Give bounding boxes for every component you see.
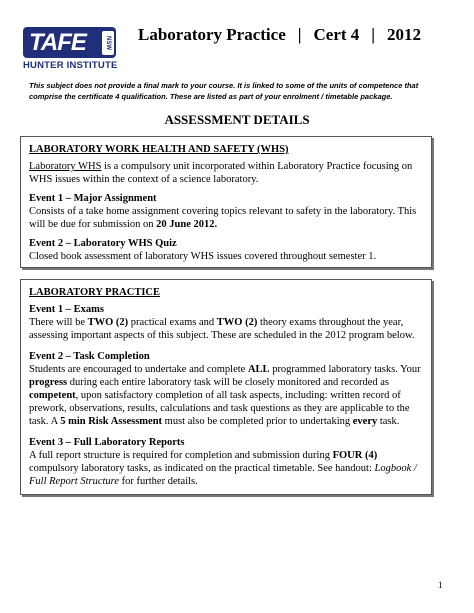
- tafe-logo: [23, 27, 118, 72]
- lab-event3-text: [29, 449, 423, 488]
- text-run: practical exams and: [128, 317, 217, 328]
- title-cert: Cert 4: [313, 25, 360, 44]
- text-run: compulsory laboratory tasks, as indicated on the practical timetable. See handout:: [29, 463, 375, 474]
- logo-subtitle: HUNTER INSTITUTE: [23, 60, 118, 71]
- whs-event1-date: 20 June 2012.: [156, 219, 218, 230]
- whs-section: [20, 136, 432, 268]
- text-run: during each entire laboratory task will be closely monitored and recorded as: [67, 377, 390, 388]
- lab-event2-text: [29, 363, 423, 428]
- text-run: Students are encouraged to undertake and complete: [29, 364, 248, 375]
- text-run: , upon satisfactory completion of all task aspects, including: written record of prework, observations, results, calculations and task questions as they are applicable to the task. A: [29, 390, 410, 427]
- title-separator: |: [371, 25, 376, 44]
- whs-event2-text: Closed book assessment of laboratory WHS issues covered throughout semester 1.: [29, 251, 377, 262]
- section-heading: ASSESSMENT DETAILS: [164, 112, 310, 127]
- page-number: 1: [438, 580, 443, 590]
- lab-event3-title: Event 3 – Full Laboratory Reports: [29, 437, 185, 448]
- text-run: must also be completed prior to undertaking: [162, 416, 353, 427]
- whs-intro-lead: Laboratory WHS: [29, 161, 102, 172]
- lab-event1-title: Event 1 – Exams: [29, 304, 104, 315]
- logo-text: TAFE: [29, 29, 86, 56]
- text-run: A full report structure is required for completion and submission during: [29, 450, 333, 461]
- intro-note: This subject does not provide a final mark to your course. It is linked to some of the units of competence that comprise the certificate 4 qualification. These are listed as part of your enrolment / timetable package.: [29, 81, 419, 101]
- lab-event1-text: [29, 316, 423, 342]
- lab-practice-title: LABORATORY PRACTICE: [29, 287, 160, 298]
- text-run: There will be: [29, 317, 88, 328]
- text-run: programmed laboratory tasks. Your: [269, 364, 421, 375]
- text-run: theory exams throughout the year, assessing important aspects of this subject. These are scheduled in the 2012 program below.: [29, 317, 415, 341]
- text-run: for further details.: [119, 476, 198, 487]
- text-run-bold: TWO (2): [87, 317, 129, 328]
- text-run: task.: [377, 416, 400, 427]
- whs-event1-body: Consists of a take home assignment covering topics relevant to safety in the laboratory. This will be due for submission on: [29, 206, 417, 230]
- text-run-bold: 5 min Risk Assessment: [60, 416, 163, 427]
- title-year: 2012: [387, 25, 422, 44]
- whs-event1-title: Event 1 – Major Assignment: [29, 193, 157, 204]
- text-run-bold: FOUR (4): [332, 450, 378, 461]
- text-run-bold: every: [352, 416, 378, 427]
- whs-title: LABORATORY WORK HEALTH AND SAFETY (WHS): [29, 144, 289, 155]
- text-run-bold: TWO (2): [216, 317, 258, 328]
- whs-intro-text: is a compulsory unit incorporated within Laboratory Practice focusing on WHS issues within the context of a science laboratory.: [29, 161, 413, 185]
- text-run-bold: competent: [29, 390, 76, 401]
- page-title: [138, 25, 421, 45]
- lab-practice-section: [20, 279, 432, 495]
- title-separator: |: [297, 25, 302, 44]
- lab-event2-title: Event 2 – Task Completion: [29, 351, 150, 362]
- whs-event1-text: [29, 205, 423, 231]
- text-run-bold: ALL: [247, 364, 270, 375]
- text-run-bold: progress: [29, 377, 68, 388]
- title-subject: Laboratory Practice: [138, 25, 286, 44]
- whs-event2-title: Event 2 – Laboratory WHS Quiz: [29, 238, 177, 249]
- whs-intro: [29, 160, 423, 186]
- handout-reference: Logbook / Full Report Structure: [29, 463, 417, 487]
- logo-state: NSW: [102, 31, 114, 55]
